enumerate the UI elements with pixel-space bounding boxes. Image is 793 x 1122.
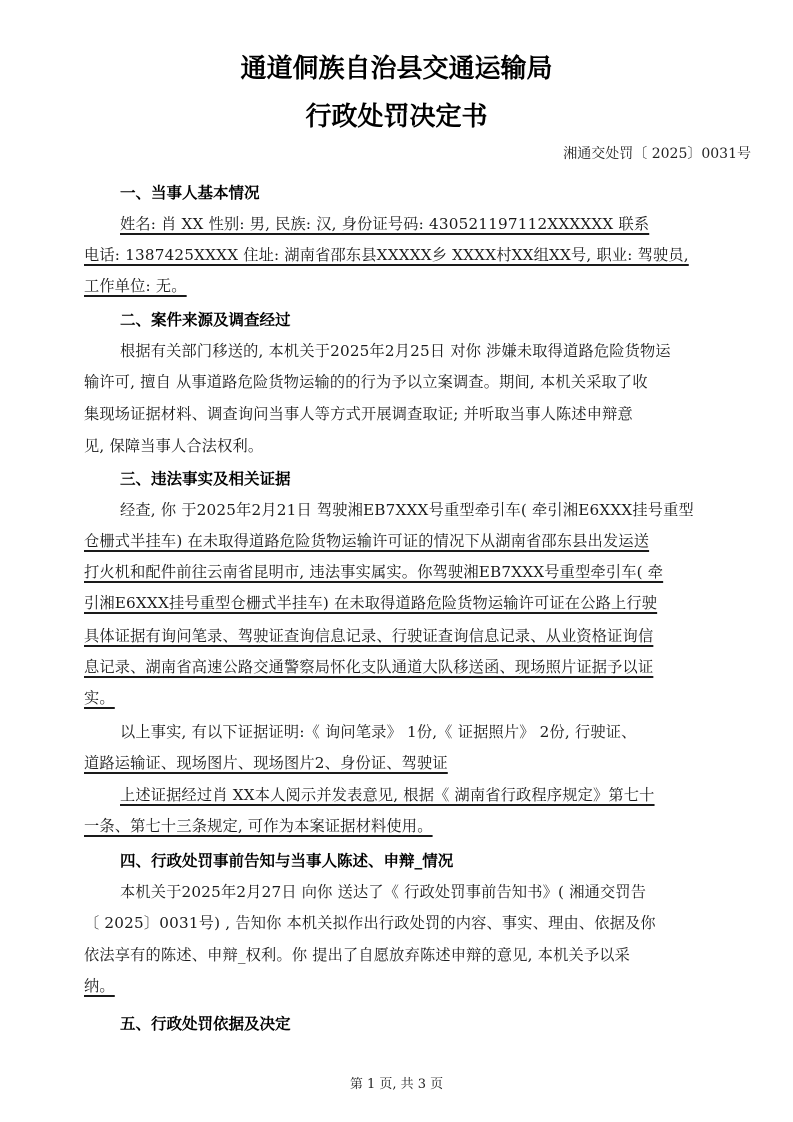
document-number: 湘通交处罚〔 2025〕0031号 [563,146,751,162]
section-1-heading: 一、当事人基本情况 [120,184,260,202]
section-4-line-4 [84,975,750,996]
section-3-line-9-text: 道路运输证、现场图片、现场图片2、身份证、驾驶证 [84,754,448,772]
section-3-line-7 [84,687,750,708]
section-3-line-4: 引湘E6XXX挂号重型仓栅式半挂车) 在未取得道路危险货物运输许可证在公路上行驶 [84,594,658,612]
section-3-heading: 三、违法事实及相关证据 [120,470,291,488]
section-1-line-3 [84,275,750,296]
agency-title: 通道侗族自治县交通运输局 [240,54,553,84]
section-3-line-7-text: 实。 [84,689,115,707]
section-1-line-1: 姓名: 肖 XX 性别: 男, 民族: 汉, 身份证号码: 430521197112XXXXXX 联系 [120,215,650,233]
section-2-line-1: 根据有关部门移送的, 本机关于2025年2月25日 对你 涉嫌未取得道路危险货物运 [120,342,671,360]
section-2-line-4: 见, 保障当事人合法权利。 [84,437,264,455]
section-3-line-2: 仓栅式半挂车) 在未取得道路危险货物运输许可证的情况下从湖南省邵东县出发运送 [84,532,650,550]
section-3-line-1: 经查, 你 于2025年2月21日 驾驶湘EB7XXX号重型牵引车( 牵引湘E6XXX挂号重型 [120,501,694,519]
section-4-line-4-text: 纳。 [84,977,115,995]
section-4-heading: 四、行政处罚事前告知与当事人陈述、申辩_情况 [120,852,454,870]
section-3-line-5: 具体证据有询问笔录、驾驶证查询信息记录、行驶证查询信息记录、从业资格证询信 [84,627,654,645]
section-1-line-2: 电话: 1387425XXXX 住址: 湖南省邵东县XXXXX乡 XXXX村XX组XX号, 职业: 驾驶员, [84,246,689,264]
section-3-line-9 [84,752,750,773]
section-3-line-6: 息记录、湖南省高速公路交通警察局怀化支队通道大队移送函、现场照片证据予以证 [84,658,654,676]
section-4-line-2: 〔 2025〕0031号) , 告知你 本机关拟作出行政处罚的内容、事实、理由、依据及你 [84,914,656,932]
section-4-line-1: 本机关于2025年2月27日 向你 送达了《 行政处罚事前告知书》( 湘通交罚告 [120,883,647,901]
section-3-line-8: 以上事实, 有以下证据证明:《 询问笔录》 1份,《 证据照片》 2份, 行驶证、 [120,723,637,741]
section-2-heading: 二、案件来源及调查经过 [120,311,291,329]
page-indicator: 第 1 页, 共 3 页 [349,1077,444,1092]
section-3-line-3: 打火机和配件前往云南省昆明市, 违法事实属实。你驾驶湘EB7XXX号重型牵引车( 牵 [84,563,664,581]
section-3-line-11-text: 一条、第七十三条规定, 可作为本案证据材料使用。 [84,817,433,835]
section-1-line-3-text: 工作单位: 无。 [84,277,187,295]
section-2-line-2: 输许可, 擅自 从事道路危险货物运输的的行为予以立案调查。期间, 本机关采取了收 [84,373,648,391]
section-2-line-3: 集现场证据材料、调查询问当事人等方式开展调查取证; 并听取当事人陈述申辩意 [84,405,633,423]
section-3-line-11 [84,815,750,836]
section-4-line-3: 依法享有的陈述、申辩_权利。你 提出了自愿放弃陈述申辩的意见, 本机关予以采 [84,946,631,964]
section-3-line-10: 上述证据经过肖 XX本人阅示并发表意见, 根据《 湖南省行政程序规定》第七十 [120,786,655,804]
document-type-title: 行政处罚决定书 [305,102,488,132]
section-5-heading: 五、行政处罚依据及决定 [120,1015,291,1033]
